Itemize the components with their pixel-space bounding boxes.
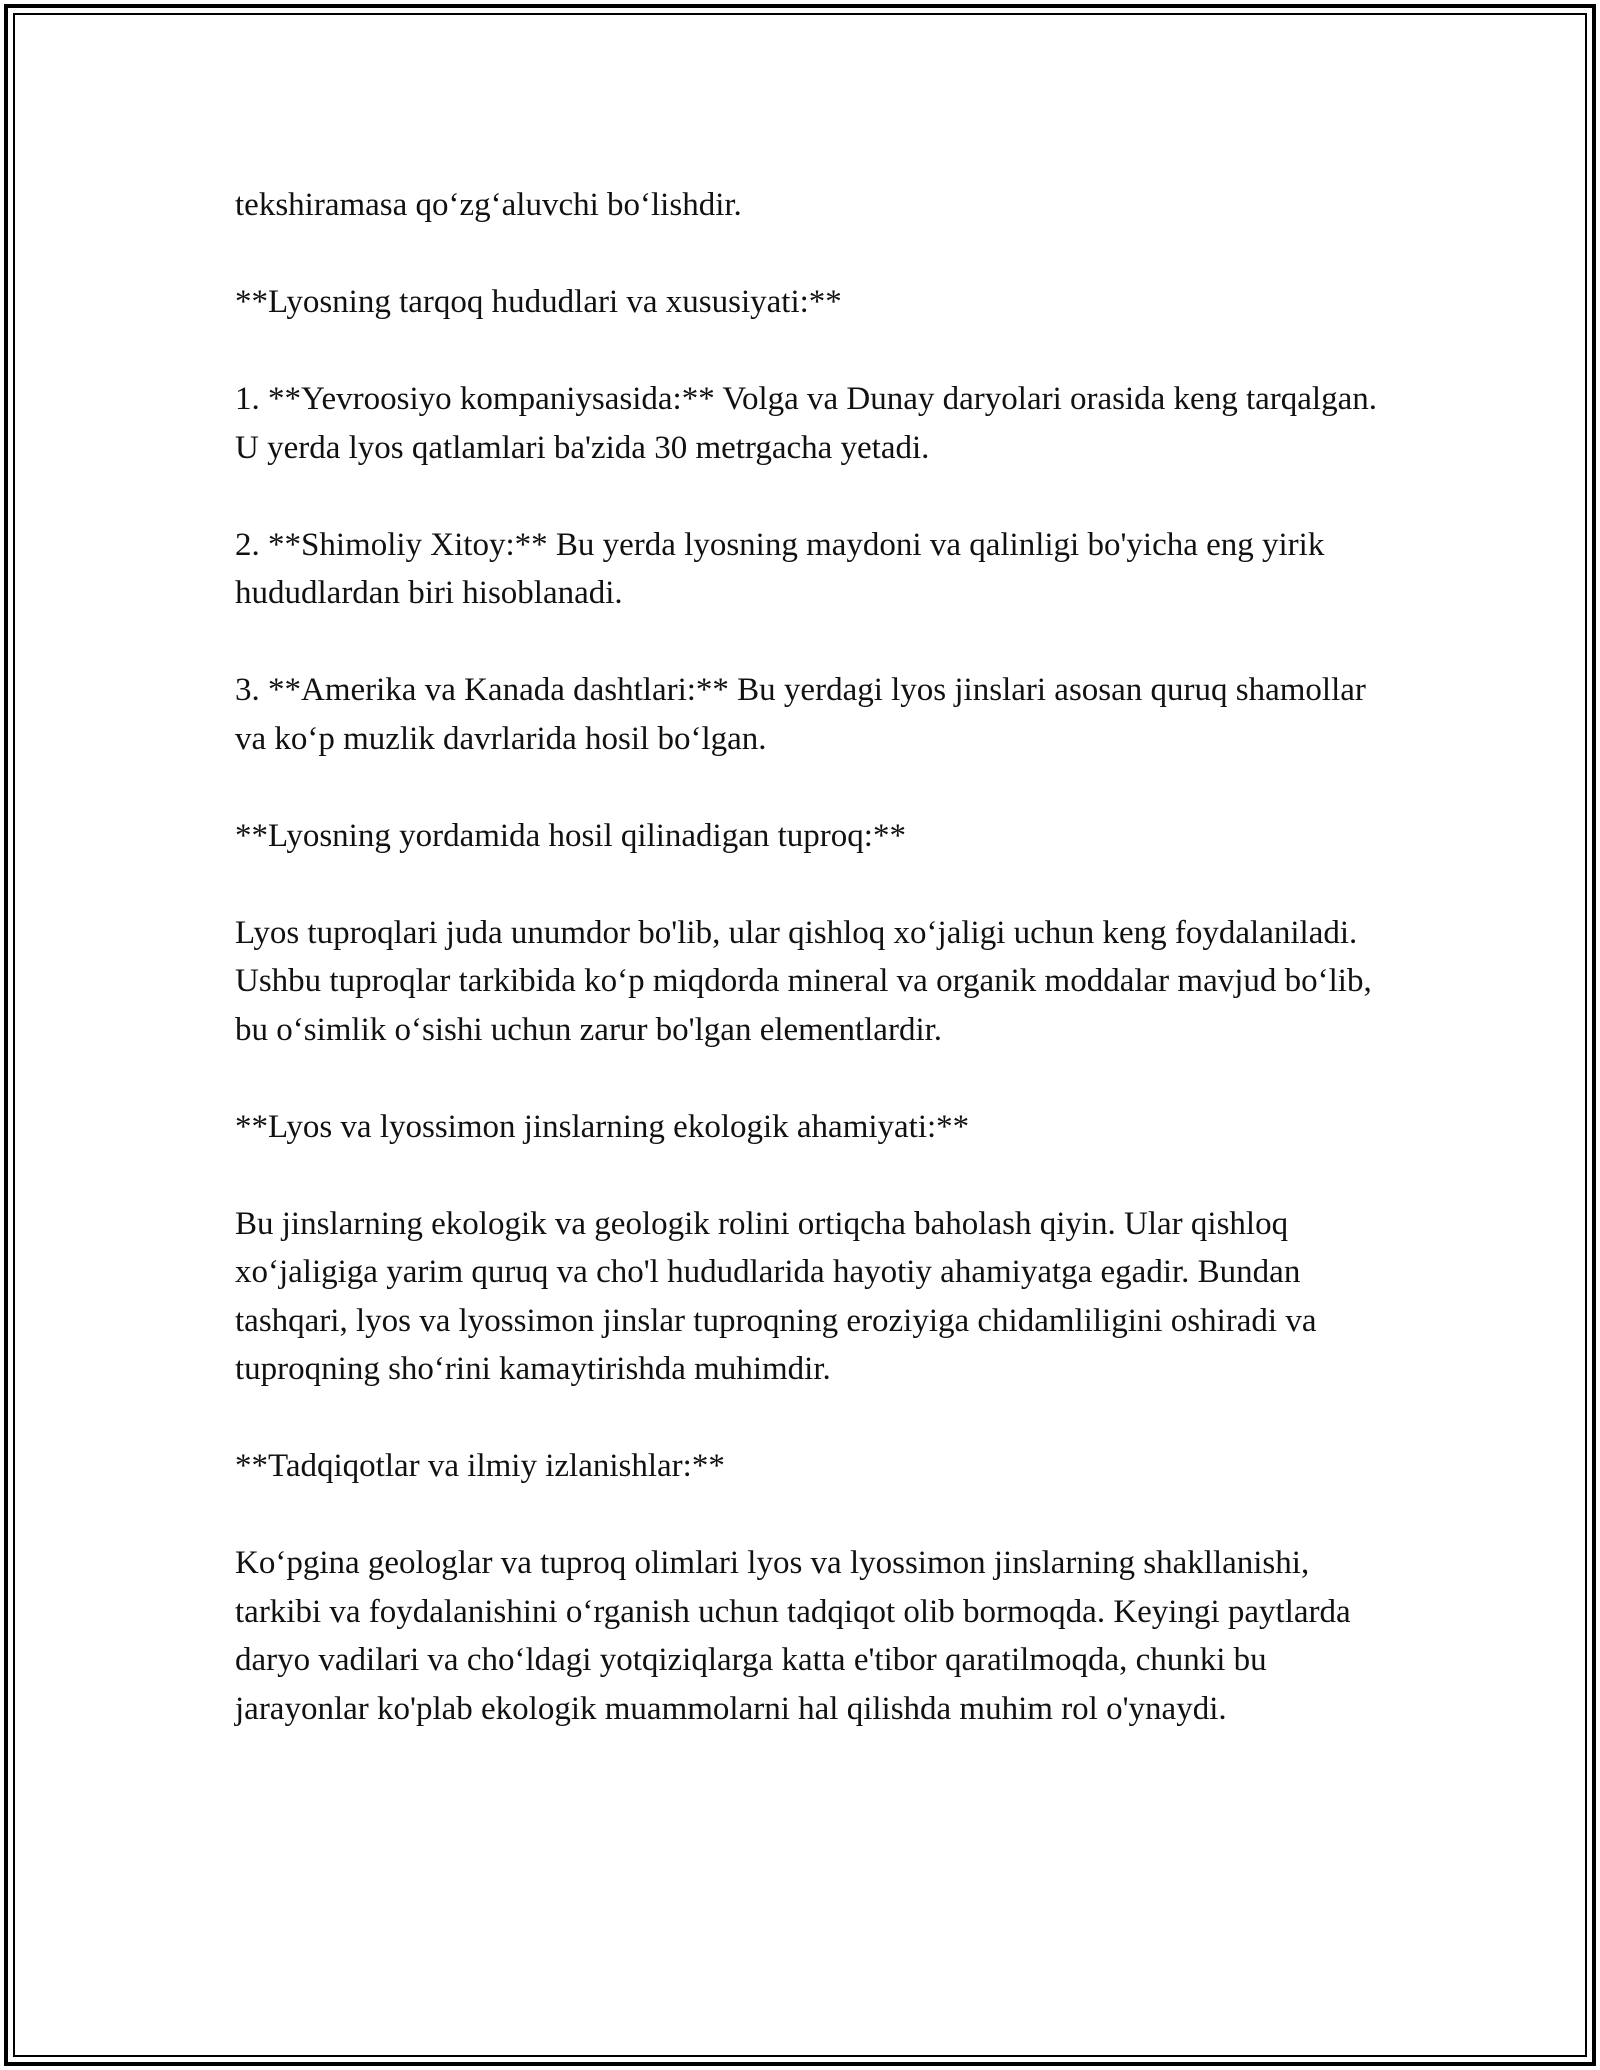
- document-body: [235, 181, 1385, 1782]
- paragraph-continuation: tekshiramasa qo‘zg‘aluvchi bo‘lishdir.: [235, 187, 742, 223]
- heading-distribution-areas: **Lyosning tarqoq hududlari va xususiyati:**: [235, 284, 842, 320]
- list-item-eurasia: 1. **Yevroosiyo kompaniysasida:** Volga va Dunay daryolari orasida keng tarqalgan. U yerda lyos qatlamlari ba'zida 30 metrgacha yetadi.: [235, 381, 1377, 466]
- heading-loess-soil: **Lyosning yordamida hosil qilinadigan tuproq:**: [235, 817, 906, 854]
- list-item-north-china: 2. **Shimoliy Xitoy:** Bu yerda lyosning maydoni va qalinligi bo'yicha eng yirik hududlardan biri hisoblanadi.: [235, 526, 1325, 611]
- heading-ecological-importance: **Lyos va lyossimon jinslarning ekologik ahamiyati:**: [235, 1108, 970, 1145]
- heading-research: **Tadqiqotlar va ilmiy izlanishlar:**: [235, 1448, 725, 1484]
- paragraph-research: Ko‘pgina geologlar va tuproq olimlari lyos va lyossimon jinslarning shakllanishi, tarkibi va foydalanishini o‘rganish uchun tadqiqot olib bormoqda. Keyingi paytlarda daryo vadilari va cho‘ldagi yotqiziqlarga katta e'tibor qaratilmoqda, chunki bu jarayonlar ko'plab ekologik muammolarni hal qilishda muhim rol o'ynaydi.: [235, 1545, 1351, 1727]
- list-item-america-canada: 3. **Amerika va Kanada dashtlari:** Bu yerdagi lyos jinslari asosan quruq shamollar va ko‘p muzlik davrlarida hosil bo‘lgan.: [235, 672, 1366, 757]
- paragraph-loess-soil: Lyos tuproqlari juda unumdor bo'lib, ular qishloq xo‘jaligi uchun keng foydalaniladi. Ushbu tuproqlar tarkibida ko‘p miqdorda mineral va organik moddalar mavjud bo‘lib, bu o‘simlik o‘sishi uchun zarur bo'lgan elementlardir.: [235, 914, 1372, 1048]
- paragraph-ecological-importance: Bu jinslarning ekologik va geologik rolini ortiqcha baholash qiyin. Ular qishloq xo‘jaligiga yarim quruq va cho'l hududlarida hayotiy ahamiyatga egadir. Bundan tashqari, lyos va lyossimon jinslar tuproqning eroziyiga chidamliligini oshiradi va tuproqning sho‘rini kamaytirishda muhimdir.: [235, 1205, 1317, 1387]
